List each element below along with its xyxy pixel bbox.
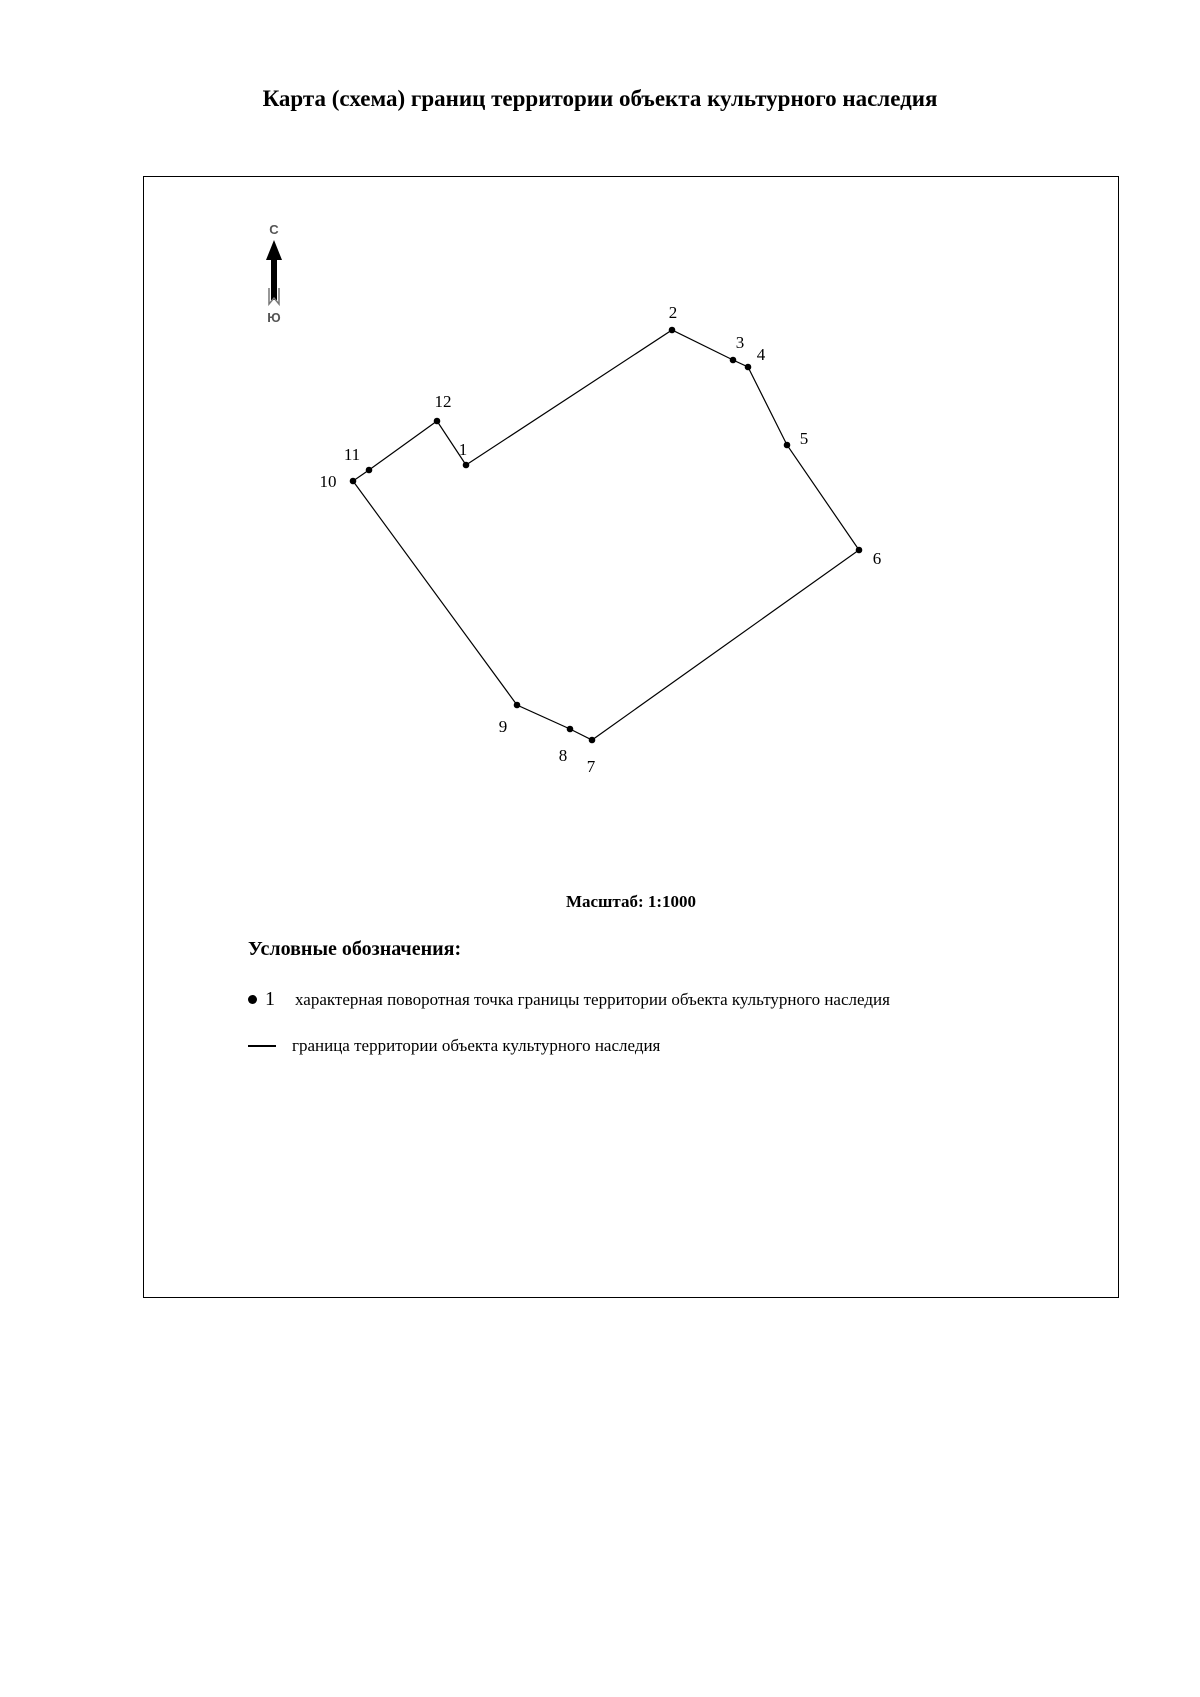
boundary-point-11: [366, 467, 373, 474]
point-label-11: 11: [343, 444, 361, 464]
legend-title: Условные обозначения:: [248, 938, 462, 960]
point-label-2: 2: [668, 302, 678, 322]
map-scale: Масштаб: 1:1000: [565, 892, 697, 911]
point-label-4: 4: [756, 344, 766, 364]
boundary-point-labels: [320, 303, 882, 776]
legend-item-point: [248, 988, 890, 1011]
point-label-7: 7: [586, 756, 596, 776]
point-label-10: 10: [319, 471, 337, 491]
north-label: С: [269, 222, 279, 237]
boundary-point-6: [856, 547, 863, 554]
territory-boundary: [353, 330, 859, 740]
boundary-point-3: [730, 357, 737, 364]
point-marker-icon: [248, 995, 257, 1004]
boundary-point-7: [589, 737, 596, 744]
boundary-line-icon: [248, 1045, 276, 1047]
boundary-point-9: [514, 702, 521, 709]
legend-line-text: граница территории объекта культурного наследия: [292, 1036, 661, 1055]
legend-point-number: 1: [265, 988, 275, 1010]
legend-point-text: характерная поворотная точка границы территории объекта культурного наследия: [295, 989, 890, 1009]
point-label-1: 1: [458, 439, 468, 459]
boundary-point-4: [745, 364, 752, 371]
boundary-point-8: [567, 726, 574, 733]
point-label-9: 9: [498, 716, 508, 736]
point-label-5: 5: [799, 428, 809, 448]
boundary-point-2: [669, 327, 676, 334]
point-label-8: 8: [558, 745, 568, 765]
point-label-6: 6: [872, 548, 882, 568]
legend-item-line: [248, 1036, 660, 1056]
point-label-12: 12: [434, 391, 452, 411]
boundary-point-10: [350, 478, 357, 485]
point-label-3: 3: [735, 332, 745, 352]
page-title: Карта (схема) границ территории объекта культурного наследия: [262, 86, 938, 111]
boundary-point-1: [463, 462, 470, 469]
boundary-point-12: [434, 418, 441, 425]
south-label: Ю: [267, 310, 281, 325]
boundary-points: [350, 327, 863, 744]
boundary-point-5: [784, 442, 791, 449]
